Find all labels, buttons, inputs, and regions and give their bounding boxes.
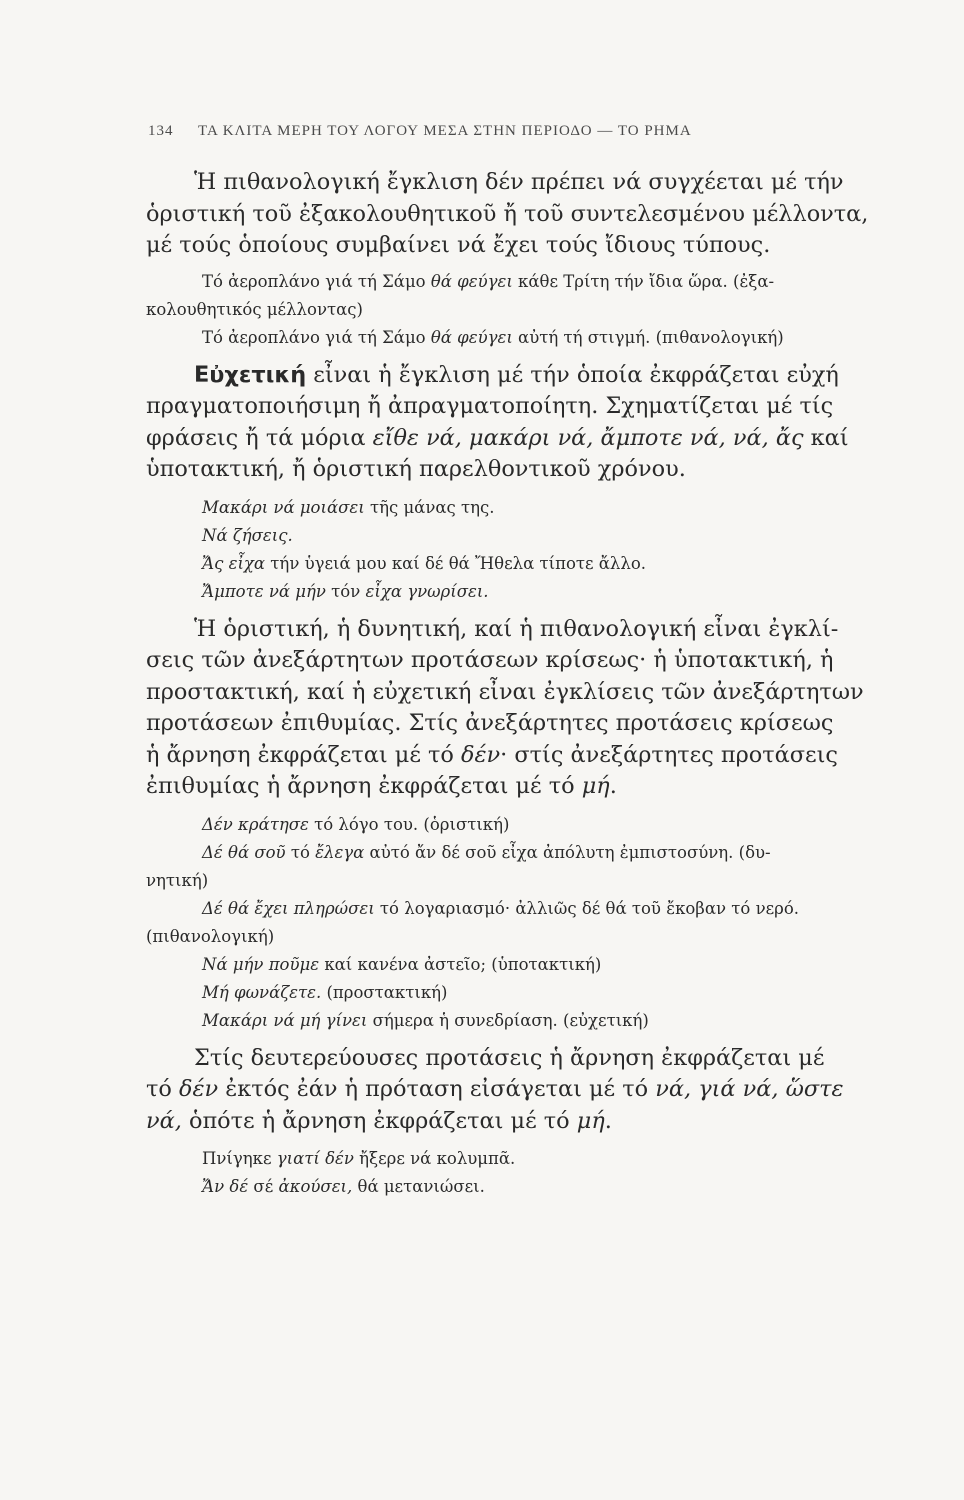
example-line: Μακάρι νά μοιάσει τῆς μάνας της. — [202, 497, 495, 517]
text-line: Ἡ πιθανολογική ἔγκλιση δέν πρέπει νά συγχέεται μέ τήν — [194, 169, 844, 195]
text-line: προτάσεων ἐπιθυμίας. Στίς ἀνεξάρτητες προτάσεις κρίσεως — [146, 710, 834, 736]
example-line: Πνίγηκε γιατί δέν ἤξερε νά κολυμπᾶ. — [202, 1149, 516, 1168]
paragraph-1 — [146, 167, 874, 262]
text-line: ὑποτακτική, ἤ ὁριστική παρελθοντικοῦ χρόνου. — [146, 456, 686, 482]
examples-4 — [146, 1145, 874, 1201]
text-line: Εὐχετική εἶναι ἡ ἔγκλιση μέ τήν ὁποία ἐκφράζεται εὐχή — [194, 361, 839, 388]
examples-2 — [146, 494, 874, 606]
text-line: προστακτική, καί ἡ εὐχετική εἶναι ἐγκλίσεις τῶν ἀνεξάρτητων — [146, 678, 864, 705]
text-line: φράσεις ἤ τά μόρια εἴθε νά, μακάρι νά, ἄμποτε νά, νά, ἄς καί — [146, 424, 849, 451]
example-line: Νά μήν ποῦμε καί κανένα ἀστεῖο; (ὑποτακτική) — [202, 954, 602, 974]
text-line: ἡ ἄρνηση ἐκφράζεται μέ τό δέν· στίς ἀνεξάρτητες προτάσεις — [146, 741, 838, 768]
example-line: Τό ἀεροπλάνο γιά τή Σάμο θά φεύγει κάθε Τρίτη τήν ἴδια ὥρα. (ἐξα- — [202, 271, 775, 291]
text-line: Ἡ ὁριστική, ἡ δυνητική, καί ἡ πιθανολογική εἶναι ἐγκλί- — [194, 615, 839, 642]
running-header — [148, 123, 692, 140]
example-line: (πιθανολογική) — [146, 926, 275, 946]
page-body — [146, 167, 874, 1201]
paragraph-3 — [146, 614, 874, 803]
text-line: ἐπιθυμίας ἡ ἄρνηση ἐκφράζεται μέ τό μή. — [146, 773, 617, 799]
paragraph-2 — [146, 360, 874, 486]
example-line: Νά ζήσεις. — [202, 525, 293, 545]
examples-1 — [146, 268, 874, 352]
text-line: σεις τῶν ἀνεξάρτητων προτάσεων κρίσεως· ἡ ὑποτακτική, ἡ — [146, 647, 834, 673]
example-line: Ἄν δέ σέ ἀκούσει, θά μετανιώσει. — [202, 1177, 485, 1196]
text-line: Στίς δευτερεύουσες προτάσεις ἡ ἄρνηση ἐκφράζεται μέ — [194, 1044, 825, 1071]
text-line: τό δέν ἐκτός ἐάν ἡ πρόταση εἰσάγεται μέ τό νά, γιά νά, ὥστε — [146, 1076, 844, 1102]
example-line: Ἄς εἶχα τήν ὑγειά μου καί δέ θά Ἤθελα τίποτε ἄλλο. — [202, 553, 647, 573]
running-title: ΤΑ ΚΛΙΤΑ ΜΕΡΗ ΤΟΥ ΛΟΓΟΥ ΜΕΣΑ ΣΤΗΝ ΠΕΡΙΟΔΟ — ΤΟ ΡΗΜΑ — [197, 123, 692, 139]
paragraph-4 — [146, 1043, 874, 1138]
example-line: Τό ἀεροπλάνο γιά τή Σάμο θά φεύγει αὐτή τή στιγμή. (πιθανολογική) — [202, 327, 784, 347]
text-line: ὁριστική τοῦ ἐξακολουθητικοῦ ἤ τοῦ συντελεσμένου μέλλοντα, — [146, 200, 869, 227]
example-line: Δέ θά ἔχει πληρώσει τό λογαριασμό· ἀλλιῶς δέ θά τοῦ ἔκοβαν τό νερό. — [202, 898, 800, 918]
example-line: Δέ θά σοῦ τό ἔλεγα αὐτό ἄν δέ σοῦ εἶχα ἀπόλυτη ἐμπιστοσύνη. (δυ- — [202, 842, 771, 862]
example-line: κολουθητικός μέλλοντας) — [146, 299, 363, 319]
example-line: Δέν κράτησε τό λόγο του. (ὁριστική) — [202, 814, 510, 834]
page-number: 134 — [148, 123, 174, 139]
example-line: νητική) — [146, 870, 209, 890]
examples-3 — [146, 811, 874, 1035]
text-line: πραγματοποιήσιμη ἤ ἀπραγματοποίητη. Σχηματίζεται μέ τίς — [146, 393, 834, 419]
example-line: Μή φωνάζετε. (προστακτική) — [202, 982, 448, 1002]
term-heading: Εὐχετική — [194, 361, 307, 388]
text-line: νά, ὁπότε ἡ ἄρνηση ἐκφράζεται μέ τό μή. — [146, 1107, 612, 1134]
text-line: μέ τούς ὁποίους συμβαίνει νά ἔχει τούς ἴδιους τύπους. — [146, 232, 771, 258]
example-line: Ἄμποτε νά μήν τόν εἶχα γνωρίσει. — [202, 581, 489, 601]
example-line: Μακάρι νά μή γίνει σήμερα ἡ συνεδρίαση. (εὐχετική) — [202, 1010, 649, 1030]
